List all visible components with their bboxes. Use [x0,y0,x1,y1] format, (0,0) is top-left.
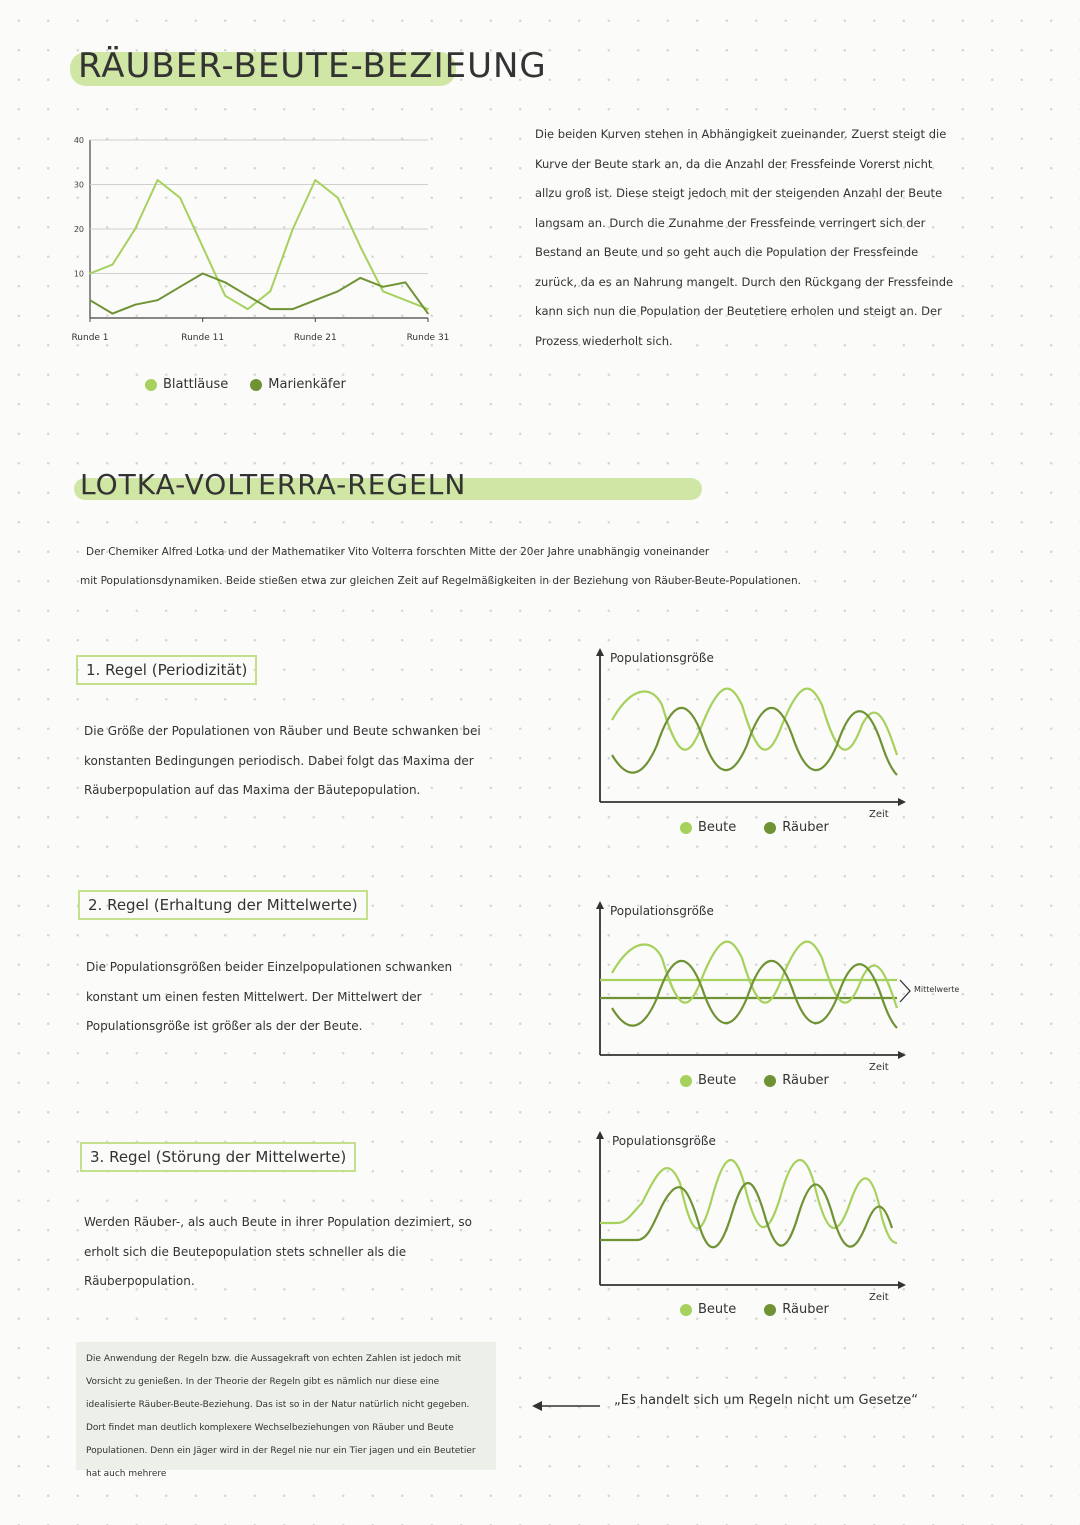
y-tick-label: 20 [73,225,84,234]
x-tick-label: Runde 31 [406,333,450,343]
data-point [269,291,271,293]
x-axis-label: Zeit [869,1292,889,1303]
data-point [224,295,226,297]
rule-2-chart [592,898,912,1078]
x-axis-label: Zeit [869,809,889,820]
data-point [405,282,407,284]
prey-curve [612,689,897,755]
x-axis-arrow-icon [898,1281,906,1289]
legend-item-beute [680,1302,736,1317]
data-point [134,304,136,306]
legend-item-raeuber [764,1302,829,1317]
rule-3-text: Werden Räuber-, als auch Beute in ihrer Population dezimiert, so erholt sich die Beutepopulation stets schneller als die Räuberpopulation. [84,1215,472,1288]
data-point [112,264,114,266]
legend-item-blattlaeuse [145,377,228,392]
x-axis-arrow-icon [898,1051,906,1059]
data-point [157,299,159,301]
y-axis-arrow-icon [596,648,604,656]
data-point [134,228,136,230]
mean-bracket-icon [898,978,914,1004]
intro-line-2: mit Populationsdynamiken. Beide stießen etwa zur gleichen Zeit auf Regelmäßigkeiten in der Beziehung von Räuber-Beute-Populationen. [80,575,801,587]
data-point [112,313,114,315]
legend-label-raeuber: Räuber [782,1073,829,1088]
x-tick-label: Runde 11 [181,333,225,343]
legend-label-beute: Beute [698,1302,737,1317]
data-point [179,197,181,199]
mean-annotation: Mittelwerte [914,985,960,994]
x-tick-label: Runde 21 [293,333,337,343]
rule-2-legend [680,1073,829,1088]
data-point [292,228,294,230]
page-title: RÄUBER-BEUTE-BEZIEUNG [78,46,547,86]
legend-label-raeuber: Räuber [782,1302,829,1317]
y-axis-label: Populationsgröße [610,904,714,918]
rule-3-title: 3. Regel (Störung der Mittelwerte) [80,1142,356,1172]
legend-label-beute: Beute [698,1073,737,1088]
data-point [315,299,317,301]
prey-curve [600,1160,897,1243]
arrow-left-icon [530,1398,602,1414]
y-tick-label: 10 [73,269,84,279]
relationship-description: Die beiden Kurven stehen in Abhängigkeit zueinander. Zuerst steigt die Kurve der Beute stark an, da die Anzahl der Fressfeinde Vorerst nicht allzu groß ist. Diese steigt jedoch mit der steigenden Anzahl der Beute langsam an. Durch die Zunahme der Fressfeinde verringert sich der Bestand an Beute und so geht auch die Population der Fressfeinde zurück, da es an Nahrung mangelt. Durch den Rückgang der Fressfeinde kann sich nun die Population der Beutetiere erholen und steigt an. Der Prozess wiederholt sich. [535,127,954,348]
legend-item-raeuber [764,1073,829,1088]
x-tick-label: Runde 1 [71,333,109,343]
chart-legend [145,377,346,392]
legend-dot-light-icon [680,1304,692,1316]
legend-dot-dark-icon [764,1075,776,1087]
legend-item-marienkaefer [250,377,346,392]
data-point [247,308,249,310]
data-point [315,179,317,181]
x-axis-arrow-icon [898,798,906,806]
legend-label-raeuber: Räuber [782,820,829,835]
x-axis-label: Zeit [869,1062,889,1073]
rule-2-title: 2. Regel (Erhaltung der Mittelwerte) [78,890,368,920]
data-point [224,282,226,284]
rule-3-chart [592,1128,912,1308]
data-point [427,313,429,315]
legend-item-beute [680,820,736,835]
legend-dot-dark-icon [764,1304,776,1316]
data-point [89,273,91,275]
data-point [202,273,204,275]
legend-item-beute [680,1073,736,1088]
data-point [292,308,294,310]
data-point [382,286,384,288]
legend-dot-dark-icon [250,379,262,391]
legend-dot-dark-icon [764,822,776,834]
y-axis-label: Populationsgröße [610,651,714,665]
legend-dot-light-icon [680,1075,692,1087]
y-axis-arrow-icon [596,1131,604,1139]
data-point [247,295,249,297]
section-title-lotka-volterra: LOTKA-VOLTERRA-REGELN [80,468,467,501]
quote: „Es handelt sich um Regeln nicht um Gesetze“ [614,1393,919,1408]
legend-label-marienkaefer: Marienkäfer [268,377,346,392]
data-point [360,277,362,279]
rule-1-legend [680,820,829,835]
y-axis-arrow-icon [596,901,604,909]
data-point [337,291,339,293]
population-chart [60,120,450,360]
rule-1-chart [592,645,912,825]
data-point [360,246,362,248]
data-point [405,299,407,301]
data-point [89,299,91,301]
data-point [157,179,159,181]
legend-label-beute: Beute [698,820,737,835]
y-tick-label: 40 [73,136,84,145]
rule-1-title: 1. Regel (Periodizität) [76,655,257,685]
y-axis-label: Populationsgröße [612,1134,716,1148]
data-point [202,246,204,248]
legend-label-blattlaeuse: Blattläuse [163,377,229,392]
rule-2-text: Die Populationsgrößen beider Einzelpopulationen schwanken konstant um einen festen Mittelwert. Der Mittelwert der Populationsgröße ist größer als der der Beute. [86,960,453,1033]
legend-dot-light-icon [145,379,157,391]
data-point [179,286,181,288]
caution-note: Die Anwendung der Regeln bzw. die Aussagekraft von echten Zahlen ist jedoch mit Vorsicht zu genießen. In der Theorie der Regeln gibt es nämlich nur diese eine idealisierte Räuber-Beute-Beziehung. Das ist so in der Natur natürlich nicht gegeben. Dort findet man deutlich komplexere Wechselbeziehungen von Räuber und Beute Populationen. Denn ein Jäger wird in der Regel nie nur ein Tier jagen und ein Beutetier hat auch mehrere [76,1342,496,1470]
rule-3-legend [680,1302,829,1317]
legend-dot-light-icon [680,822,692,834]
series-line-blattläuse [90,180,428,309]
y-tick-label: 30 [73,180,84,190]
data-point [269,308,271,310]
data-point [382,291,384,293]
legend-item-raeuber [764,820,829,835]
rule-1-text: Die Größe der Populationen von Räuber und Beute schwanken bei konstanten Bedingungen periodisch. Dabei folgt das Maxima der Räuberpopulation auf das Maxima der Bäutepopulation. [84,724,481,797]
data-point [427,308,429,310]
intro-line-1: Der Chemiker Alfred Lotka und der Mathematiker Vito Volterra forschten Mitte der 20er Jahre unabhängig voneinander [86,546,710,558]
data-point [337,197,339,199]
